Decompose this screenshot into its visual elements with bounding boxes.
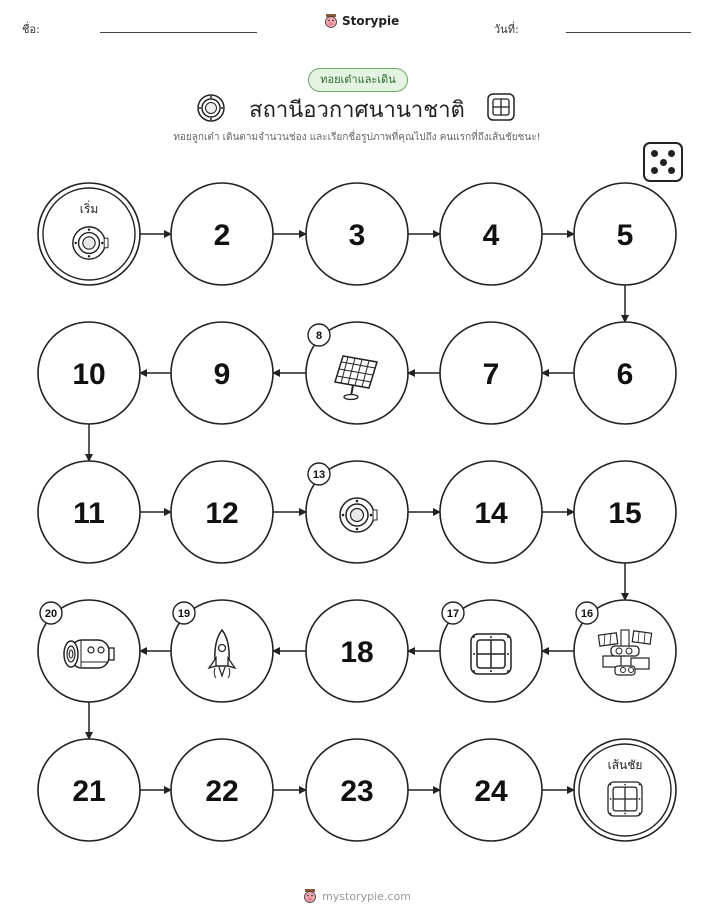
space-number: 5 <box>616 219 634 252</box>
space-number: 21 <box>72 775 106 808</box>
space-number: 11 <box>73 497 105 530</box>
space-number: 20 <box>44 608 58 620</box>
space-number: 14 <box>474 497 508 530</box>
board-space <box>171 739 273 841</box>
board-space <box>171 183 273 285</box>
space-number: 7 <box>482 358 500 391</box>
start-label: เริ่ม <box>79 202 99 216</box>
board-space <box>306 322 408 424</box>
board-space <box>38 461 140 563</box>
pig-mascot-icon <box>303 888 317 904</box>
space-number: 17 <box>446 608 460 620</box>
board-space <box>38 183 140 285</box>
name-label: ชื่อ: <box>22 23 40 36</box>
instructions: ทอยลูกเต๋า เดินตามจำนวนช่อง และเรียกชื่อรูปภาพที่คุณไปถึง คนแรกที่ถึงเส้นชัยชนะ! <box>173 132 541 143</box>
board-space <box>440 600 542 702</box>
board-space <box>574 600 676 702</box>
window-hatch-icon <box>608 782 642 816</box>
board-space <box>38 322 140 424</box>
finish-label: เส้นชัย <box>607 758 643 772</box>
space-module-icon <box>64 640 114 668</box>
board-space <box>171 322 273 424</box>
space-number: 9 <box>213 358 231 391</box>
board-space <box>440 461 542 563</box>
space-number: 22 <box>205 775 239 808</box>
board-space <box>440 322 542 424</box>
footer-url[interactable]: mystorypie.com <box>322 889 411 903</box>
space-number: 4 <box>482 219 500 252</box>
space-number: 12 <box>205 497 239 530</box>
space-number: 3 <box>348 219 366 252</box>
space-number: 24 <box>474 775 508 808</box>
board-space <box>306 461 408 563</box>
space-number: 10 <box>72 358 106 391</box>
window-hatch-icon <box>471 634 511 674</box>
board-space <box>171 600 273 702</box>
board-cells <box>38 183 676 841</box>
board-space <box>574 322 676 424</box>
brand-name: Storypie <box>342 14 400 28</box>
space-number: 13 <box>312 469 326 481</box>
space-number: 16 <box>580 608 594 620</box>
board-space <box>440 739 542 841</box>
board-space <box>574 461 676 563</box>
space-number: 18 <box>340 636 374 669</box>
space-number: 19 <box>177 608 191 620</box>
space-number: 6 <box>616 358 634 391</box>
footer <box>0 888 714 904</box>
board-space <box>574 183 676 285</box>
board-space <box>306 183 408 285</box>
game-type-badge: ทอยเต๋าและเดิน <box>308 68 408 92</box>
board-space <box>171 461 273 563</box>
board-space <box>306 600 408 702</box>
board-space <box>574 739 676 841</box>
board-space <box>440 183 542 285</box>
date-label: วันที่: <box>494 23 519 36</box>
board-space <box>306 739 408 841</box>
page-title: สถานีอวกาศนานาชาติ <box>249 98 465 123</box>
board-space <box>38 739 140 841</box>
space-number: 8 <box>315 330 323 342</box>
board-space <box>38 600 140 702</box>
space-number: 15 <box>608 497 642 530</box>
space-number: 23 <box>340 775 374 808</box>
space-number: 2 <box>213 219 231 252</box>
